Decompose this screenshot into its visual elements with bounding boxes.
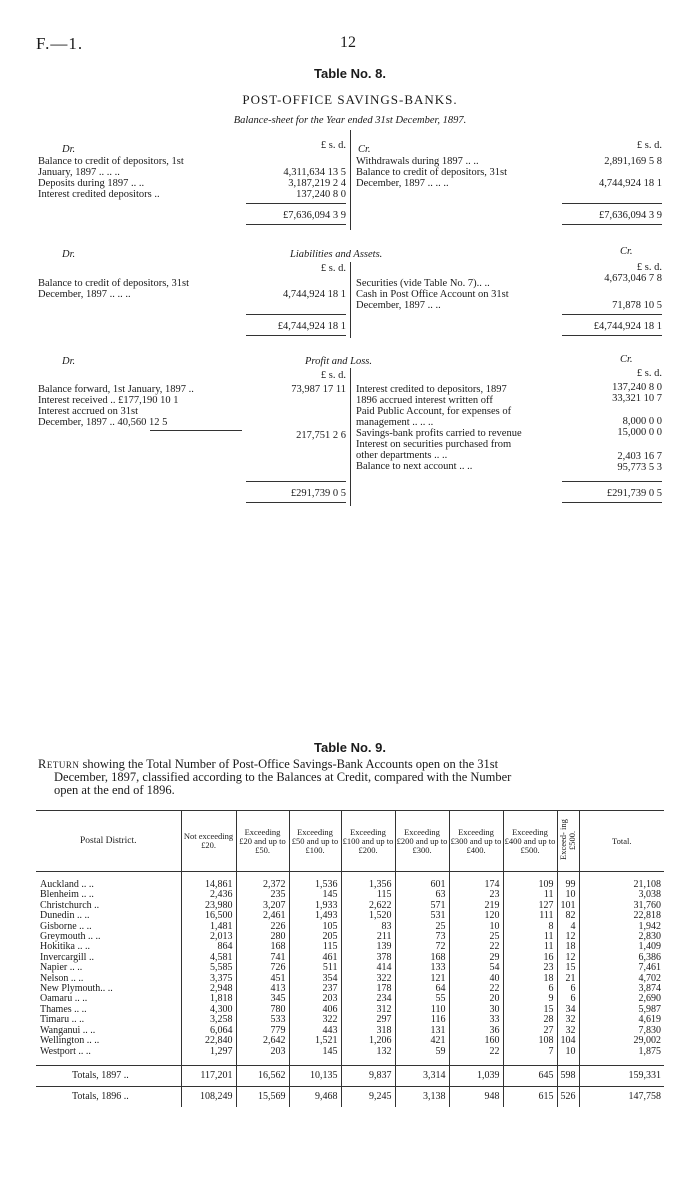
currency-header: £ s. d. xyxy=(636,262,662,273)
count-cell: 615 xyxy=(503,1086,557,1107)
ledger-amount: 4,673,046 7 8 xyxy=(604,273,662,284)
count-cell: 34 xyxy=(557,1005,579,1015)
count-cell: 18 xyxy=(557,942,579,952)
spacer-row xyxy=(36,1057,664,1066)
total-rule xyxy=(246,224,346,225)
count-cell: 2,461 xyxy=(236,911,289,921)
count-cell: 168 xyxy=(236,942,289,952)
count-cell: 73 xyxy=(395,932,449,942)
count-cell: 108 xyxy=(503,1036,557,1046)
district-cell: Wellington .. .. xyxy=(40,1035,100,1047)
ledger-amount: 2,403 16 7 xyxy=(617,451,662,462)
total-rule xyxy=(562,203,662,204)
count-cell: 139 xyxy=(341,942,395,952)
district-cell: Napier .. .. xyxy=(40,962,83,974)
count-cell: 235 xyxy=(236,890,289,900)
ledger-line: December, 1897 .. .. .. xyxy=(356,178,449,189)
count-cell: 5,987 xyxy=(579,1005,664,1015)
district-cell: Westport .. .. xyxy=(40,1045,91,1057)
table9-intro xyxy=(38,758,662,797)
count-cell: 414 xyxy=(341,963,395,973)
count-cell: 29 xyxy=(449,953,503,963)
ledger-line: Interest received .. £177,190 10 1 xyxy=(38,395,179,406)
count-cell: 16,500 xyxy=(181,911,236,921)
count-cell: 598 xyxy=(557,1065,579,1086)
count-cell: 780 xyxy=(236,1005,289,1015)
dr-label: Dr. xyxy=(62,356,76,367)
count-cell: 1,520 xyxy=(341,911,395,921)
col-header: Exceeding £100 and up to £200. xyxy=(341,811,395,872)
count-cell: 3,314 xyxy=(395,1065,449,1086)
count-cell: 645 xyxy=(503,1065,557,1086)
district-cell: Auckland .. .. xyxy=(40,879,94,890)
count-cell: 2,013 xyxy=(181,932,236,942)
count-cell: 203 xyxy=(236,1047,289,1057)
count-cell: 23 xyxy=(449,890,503,900)
count-cell: 322 xyxy=(289,1015,341,1025)
count-cell: 3,874 xyxy=(579,984,664,994)
count-cell: 25 xyxy=(449,932,503,942)
count-cell: 11 xyxy=(503,932,557,942)
count-cell: 413 xyxy=(236,984,289,994)
count-cell: 6,064 xyxy=(181,1026,236,1036)
count-cell: 1,356 xyxy=(341,880,395,890)
count-cell: 4 xyxy=(557,922,579,932)
count-cell: 421 xyxy=(395,1036,449,1046)
table9-title: Table No. 9. xyxy=(314,740,386,755)
ledger-line: December, 1897 .. .. xyxy=(356,300,441,311)
ledger-line: 1896 accrued interest written off xyxy=(356,395,493,406)
count-cell: 82 xyxy=(557,911,579,921)
count-cell: 21 xyxy=(557,974,579,984)
count-cell: 318 xyxy=(341,1026,395,1036)
count-cell: 83 xyxy=(341,922,395,932)
count-cell: 1,536 xyxy=(289,880,341,890)
count-cell: 203 xyxy=(289,994,341,1004)
count-cell: 115 xyxy=(341,890,395,900)
totals-row xyxy=(36,1065,664,1086)
count-cell: 127 xyxy=(503,901,557,911)
count-cell: 205 xyxy=(289,932,341,942)
district-cell: Wanganui .. .. xyxy=(40,1024,96,1036)
count-cell: 32 xyxy=(557,1015,579,1025)
table-row xyxy=(36,1036,664,1046)
district-cell: Nelson .. .. xyxy=(40,972,84,984)
col-header: Total. xyxy=(579,811,664,872)
total-rule xyxy=(246,314,346,315)
count-cell: 10 xyxy=(449,922,503,932)
district-cell: New Plymouth.. .. xyxy=(40,983,113,995)
dr-label: Dr. xyxy=(62,249,76,260)
count-cell: 3,207 xyxy=(236,901,289,911)
count-cell: 1,206 xyxy=(341,1036,395,1046)
count-cell: 105 xyxy=(289,922,341,932)
ledger-line: Balance to credit of depositors, 31st xyxy=(38,278,190,289)
count-cell: 18 xyxy=(503,974,557,984)
count-cell: 297 xyxy=(341,1015,395,1025)
count-cell: 378 xyxy=(341,953,395,963)
count-cell: 23,980 xyxy=(181,901,236,911)
count-cell: 23 xyxy=(503,963,557,973)
count-cell: 741 xyxy=(236,953,289,963)
count-cell: 12 xyxy=(557,932,579,942)
ledger-line: Balance to credit of depositors, 31st xyxy=(356,167,508,178)
count-cell: 117,201 xyxy=(181,1065,236,1086)
ledger-line: Balance to next account .. .. xyxy=(356,461,473,472)
ledger-amount: 33,321 10 7 xyxy=(612,393,662,404)
cr-label: Cr. xyxy=(358,144,371,155)
count-cell: 1,875 xyxy=(579,1047,664,1057)
count-cell: 571 xyxy=(395,901,449,911)
count-cell: 27 xyxy=(503,1026,557,1036)
district-cell: Hokitika .. .. xyxy=(40,941,90,953)
currency-header: £ s. d. xyxy=(320,370,346,381)
count-cell: 280 xyxy=(236,932,289,942)
count-cell: 9 xyxy=(503,994,557,1004)
district-cell: Totals, 1896 .. xyxy=(36,1086,181,1107)
count-cell: 2,372 xyxy=(236,880,289,890)
ledger-total: £291,739 0 5 xyxy=(290,488,346,499)
accounts-table xyxy=(36,810,664,1107)
count-cell: 4,702 xyxy=(579,974,664,984)
count-cell: 2,642 xyxy=(236,1036,289,1046)
count-cell: 20 xyxy=(449,994,503,1004)
ledger-amount: 137,240 8 0 xyxy=(612,382,662,393)
count-cell: 3,375 xyxy=(181,974,236,984)
count-cell: 16,562 xyxy=(236,1065,289,1086)
table-row xyxy=(36,911,664,921)
ledger-total: £291,739 0 5 xyxy=(606,488,662,499)
col-header xyxy=(557,811,579,872)
count-cell: 147,758 xyxy=(579,1086,664,1107)
ledger-line: Balance forward, 1st January, 1897 .. xyxy=(38,384,194,395)
col-header: Exceeding £20 and up to £50. xyxy=(236,811,289,872)
ledger-total: £4,744,924 18 1 xyxy=(277,321,346,332)
col-header: Postal District. xyxy=(36,811,181,872)
count-cell: 29,002 xyxy=(579,1036,664,1046)
count-cell: 116 xyxy=(395,1015,449,1025)
district-cell: Timaru .. .. xyxy=(40,1014,85,1026)
count-cell: 4,300 xyxy=(181,1005,236,1015)
ledger-line: December, 1897 .. .. .. xyxy=(38,289,131,300)
count-cell: 864 xyxy=(181,942,236,952)
col-header: Exceeding £400 and up to £500. xyxy=(503,811,557,872)
currency-header: £ s. d. xyxy=(320,140,346,151)
total-rule xyxy=(246,203,346,204)
ledger-line: Savings-bank profits carried to revenue xyxy=(356,428,522,439)
count-cell: 9,837 xyxy=(341,1065,395,1086)
total-rule xyxy=(562,335,662,336)
count-cell: 30 xyxy=(449,1005,503,1015)
count-cell: 533 xyxy=(236,1015,289,1025)
section-title: Liabilities and Assets. xyxy=(290,249,383,260)
total-rule xyxy=(246,502,346,503)
ledger-amount: 4,311,634 13 5 xyxy=(283,167,346,178)
count-cell: 6,386 xyxy=(579,953,664,963)
count-cell: 121 xyxy=(395,974,449,984)
section-title: Profit and Loss. xyxy=(305,356,372,367)
count-cell: 131 xyxy=(395,1026,449,1036)
count-cell: 2,830 xyxy=(579,932,664,942)
count-cell: 526 xyxy=(557,1086,579,1107)
count-cell: 2,622 xyxy=(341,901,395,911)
count-cell: 110 xyxy=(395,1005,449,1015)
count-cell: 406 xyxy=(289,1005,341,1015)
col-header: Exceeding £300 and up to £400. xyxy=(449,811,503,872)
col-header-vertical: Exceed- ing £500. xyxy=(558,819,577,861)
count-cell: 101 xyxy=(557,901,579,911)
count-cell: 451 xyxy=(236,974,289,984)
total-rule xyxy=(562,502,662,503)
count-cell: 7 xyxy=(503,1047,557,1057)
table-row xyxy=(36,984,664,994)
currency-header: £ s. d. xyxy=(320,263,346,274)
table8-subheading: Balance-sheet for the Year ended 31st December, 1897. xyxy=(233,115,467,126)
ledger-amount: 3,187,219 2 4 xyxy=(288,178,346,189)
count-cell: 168 xyxy=(395,953,449,963)
count-cell: 948 xyxy=(449,1086,503,1107)
count-cell: 779 xyxy=(236,1026,289,1036)
count-cell: 1,521 xyxy=(289,1036,341,1046)
count-cell: 1,818 xyxy=(181,994,236,1004)
intro-line: showing the Total Number of Post-Office Savings-Bank Accounts open on the 31st xyxy=(79,757,499,771)
ledger-line: Securities (vide Table No. 7).. .. xyxy=(356,278,490,289)
count-cell: 10 xyxy=(557,890,579,900)
district-cell: Oamaru .. .. xyxy=(40,993,88,1005)
ledger-total: £4,744,924 18 1 xyxy=(593,321,662,332)
ledger-line: Interest credited to depositors, 1897 xyxy=(356,384,507,395)
count-cell: 120 xyxy=(449,911,503,921)
col-header: Exceeding £50 and up to £100. xyxy=(289,811,341,872)
count-cell: 9,245 xyxy=(341,1086,395,1107)
count-cell: 6 xyxy=(503,984,557,994)
count-cell: 1,039 xyxy=(449,1065,503,1086)
count-cell: 115 xyxy=(289,942,341,952)
intro-line: December, 1897, classified according to the Balances at Credit, compared with the Number xyxy=(54,770,512,784)
count-cell: 32 xyxy=(557,1026,579,1036)
count-cell: 12 xyxy=(557,953,579,963)
count-cell: 11 xyxy=(503,942,557,952)
ledger-line: Interest credited depositors .. xyxy=(38,189,160,200)
ledger-line: Balance to credit of depositors, 1st xyxy=(38,156,184,167)
ledger-line: Paid Public Account, for expenses of xyxy=(356,406,512,417)
cr-label: Cr. xyxy=(620,354,633,365)
ledger-total: £7,636,094 3 9 xyxy=(283,210,346,221)
count-cell: 1,297 xyxy=(181,1047,236,1057)
count-cell: 15 xyxy=(557,963,579,973)
count-cell: 354 xyxy=(289,974,341,984)
count-cell: 99 xyxy=(557,880,579,890)
district-cell: Christchurch .. xyxy=(40,899,100,911)
count-cell: 531 xyxy=(395,911,449,921)
count-cell: 22 xyxy=(449,1047,503,1057)
count-cell: 1,493 xyxy=(289,911,341,921)
count-cell: 4,619 xyxy=(579,1015,664,1025)
count-cell: 15 xyxy=(503,1005,557,1015)
intro-lead: Return xyxy=(38,757,80,771)
district-cell: Thames .. .. xyxy=(40,1003,87,1015)
district-cell: Greymouth .. .. xyxy=(40,931,101,943)
count-cell: 22,818 xyxy=(579,911,664,921)
table8-heading: POST-OFFICE SAVINGS-BANKS. xyxy=(242,92,458,107)
count-cell: 59 xyxy=(395,1047,449,1057)
count-cell: 160 xyxy=(449,1036,503,1046)
count-cell: 28 xyxy=(503,1015,557,1025)
count-cell: 174 xyxy=(449,880,503,890)
table-row xyxy=(36,974,664,984)
count-cell: 108,249 xyxy=(181,1086,236,1107)
subtotal-rule xyxy=(150,430,242,431)
district-cell: Gisborne .. .. xyxy=(40,920,92,932)
count-cell: 40 xyxy=(449,974,503,984)
ledger-amount: 95,773 5 3 xyxy=(617,462,662,473)
center-rule xyxy=(350,262,351,338)
count-cell: 159,331 xyxy=(579,1065,664,1086)
count-cell: 443 xyxy=(289,1026,341,1036)
table8-title: Table No. 8. xyxy=(314,66,386,81)
count-cell: 72 xyxy=(395,942,449,952)
count-cell: 14,861 xyxy=(181,880,236,890)
count-cell: 461 xyxy=(289,953,341,963)
ledger-amount: 8,000 0 0 xyxy=(622,416,662,427)
count-cell: 7,461 xyxy=(579,963,664,973)
count-cell: 55 xyxy=(395,994,449,1004)
ledger-amount: 71,878 10 5 xyxy=(612,300,662,311)
count-cell: 322 xyxy=(341,974,395,984)
cr-label: Cr. xyxy=(620,246,633,257)
count-cell: 601 xyxy=(395,880,449,890)
count-cell: 8 xyxy=(503,922,557,932)
ledger-line: Withdrawals during 1897 .. .. xyxy=(356,156,479,167)
ledger-amount: 2,891,169 5 8 xyxy=(604,156,662,167)
count-cell: 22 xyxy=(449,984,503,994)
center-rule xyxy=(350,368,351,506)
ledger-line: Deposits during 1897 .. .. xyxy=(38,178,145,189)
district-cell: Invercargill .. xyxy=(40,951,94,963)
ledger-amount: 4,744,924 18 1 xyxy=(599,178,662,189)
count-cell: 16 xyxy=(503,953,557,963)
count-cell: 1,481 xyxy=(181,922,236,932)
currency-header: £ s. d. xyxy=(636,368,662,379)
count-cell: 10,135 xyxy=(289,1065,341,1086)
ledger-amount: 4,744,924 18 1 xyxy=(283,289,346,300)
count-cell: 64 xyxy=(395,984,449,994)
count-cell: 31,760 xyxy=(579,901,664,911)
col-header: Exceeding £200 and up to £300. xyxy=(395,811,449,872)
count-cell: 7,830 xyxy=(579,1026,664,1036)
table-row xyxy=(36,1047,664,1057)
count-cell: 2,436 xyxy=(181,890,236,900)
count-cell: 5,585 xyxy=(181,963,236,973)
count-cell: 109 xyxy=(503,880,557,890)
count-cell: 145 xyxy=(289,890,341,900)
count-cell: 15,569 xyxy=(236,1086,289,1107)
count-cell: 104 xyxy=(557,1036,579,1046)
total-rule xyxy=(562,224,662,225)
totals-row xyxy=(36,1086,664,1107)
count-cell: 3,258 xyxy=(181,1015,236,1025)
ledger-line: other departments .. .. xyxy=(356,450,448,461)
count-cell: 145 xyxy=(289,1047,341,1057)
count-cell: 111 xyxy=(503,911,557,921)
count-cell: 226 xyxy=(236,922,289,932)
ledger-line: December, 1897 .. 40,560 12 5 xyxy=(38,417,168,428)
total-rule xyxy=(246,335,346,336)
count-cell: 219 xyxy=(449,901,503,911)
count-cell: 211 xyxy=(341,932,395,942)
count-cell: 133 xyxy=(395,963,449,973)
col-header: Not exceeding £20. xyxy=(181,811,236,872)
district-cell: Totals, 1897 .. xyxy=(36,1065,181,1086)
intro-line: open at the end of 1896. xyxy=(54,783,175,797)
count-cell: 54 xyxy=(449,963,503,973)
count-cell: 22 xyxy=(449,942,503,952)
count-cell: 36 xyxy=(449,1026,503,1036)
count-cell: 25 xyxy=(395,922,449,932)
count-cell: 10 xyxy=(557,1047,579,1057)
count-cell: 11 xyxy=(503,890,557,900)
ledger-amount: 15,000 0 0 xyxy=(617,427,662,438)
count-cell: 33 xyxy=(449,1015,503,1025)
count-cell: 3,138 xyxy=(395,1086,449,1107)
total-rule xyxy=(246,481,346,482)
ledger-subtotal: 217,751 2 6 xyxy=(296,430,346,441)
count-cell: 726 xyxy=(236,963,289,973)
count-cell: 1,409 xyxy=(579,942,664,952)
count-cell: 9,468 xyxy=(289,1086,341,1107)
page-number: 12 xyxy=(340,34,356,51)
dr-label: Dr. xyxy=(62,144,76,155)
count-cell: 237 xyxy=(289,984,341,994)
count-cell: 6 xyxy=(557,994,579,1004)
count-cell: 3,038 xyxy=(579,890,664,900)
total-rule xyxy=(562,481,662,482)
ledger-total: £7,636,094 3 9 xyxy=(599,210,662,221)
count-cell: 22,840 xyxy=(181,1036,236,1046)
ledger-line: Cash in Post Office Account on 31st xyxy=(356,289,509,300)
count-cell: 345 xyxy=(236,994,289,1004)
ledger-amount: 137,240 8 0 xyxy=(296,189,346,200)
count-cell: 1,942 xyxy=(579,922,664,932)
count-cell: 21,108 xyxy=(579,880,664,890)
count-cell: 511 xyxy=(289,963,341,973)
count-cell: 2,690 xyxy=(579,994,664,1004)
ledger-amount: 73,987 17 11 xyxy=(291,384,346,395)
count-cell: 234 xyxy=(341,994,395,1004)
district-cell: Dunedin .. .. xyxy=(40,910,90,922)
count-cell: 312 xyxy=(341,1005,395,1015)
count-cell: 6 xyxy=(557,984,579,994)
count-cell: 1,933 xyxy=(289,901,341,911)
count-cell: 178 xyxy=(341,984,395,994)
total-rule xyxy=(562,314,662,315)
count-cell: 2,948 xyxy=(181,984,236,994)
report-reference: F.—1. xyxy=(36,34,84,53)
center-rule xyxy=(350,130,351,230)
ledger-line: January, 1897 .. .. .. xyxy=(38,167,120,178)
table-body xyxy=(36,872,664,1107)
count-cell: 63 xyxy=(395,890,449,900)
currency-header: £ s. d. xyxy=(636,140,662,151)
count-cell: 132 xyxy=(341,1047,395,1057)
ledger-line: Interest accrued on 31st xyxy=(38,406,139,417)
ledger-line: management .. .. .. xyxy=(356,417,434,428)
ledger-line: Interest on securities purchased from xyxy=(356,439,512,450)
district-cell: Blenheim .. .. xyxy=(40,889,94,901)
count-cell: 4,581 xyxy=(181,953,236,963)
